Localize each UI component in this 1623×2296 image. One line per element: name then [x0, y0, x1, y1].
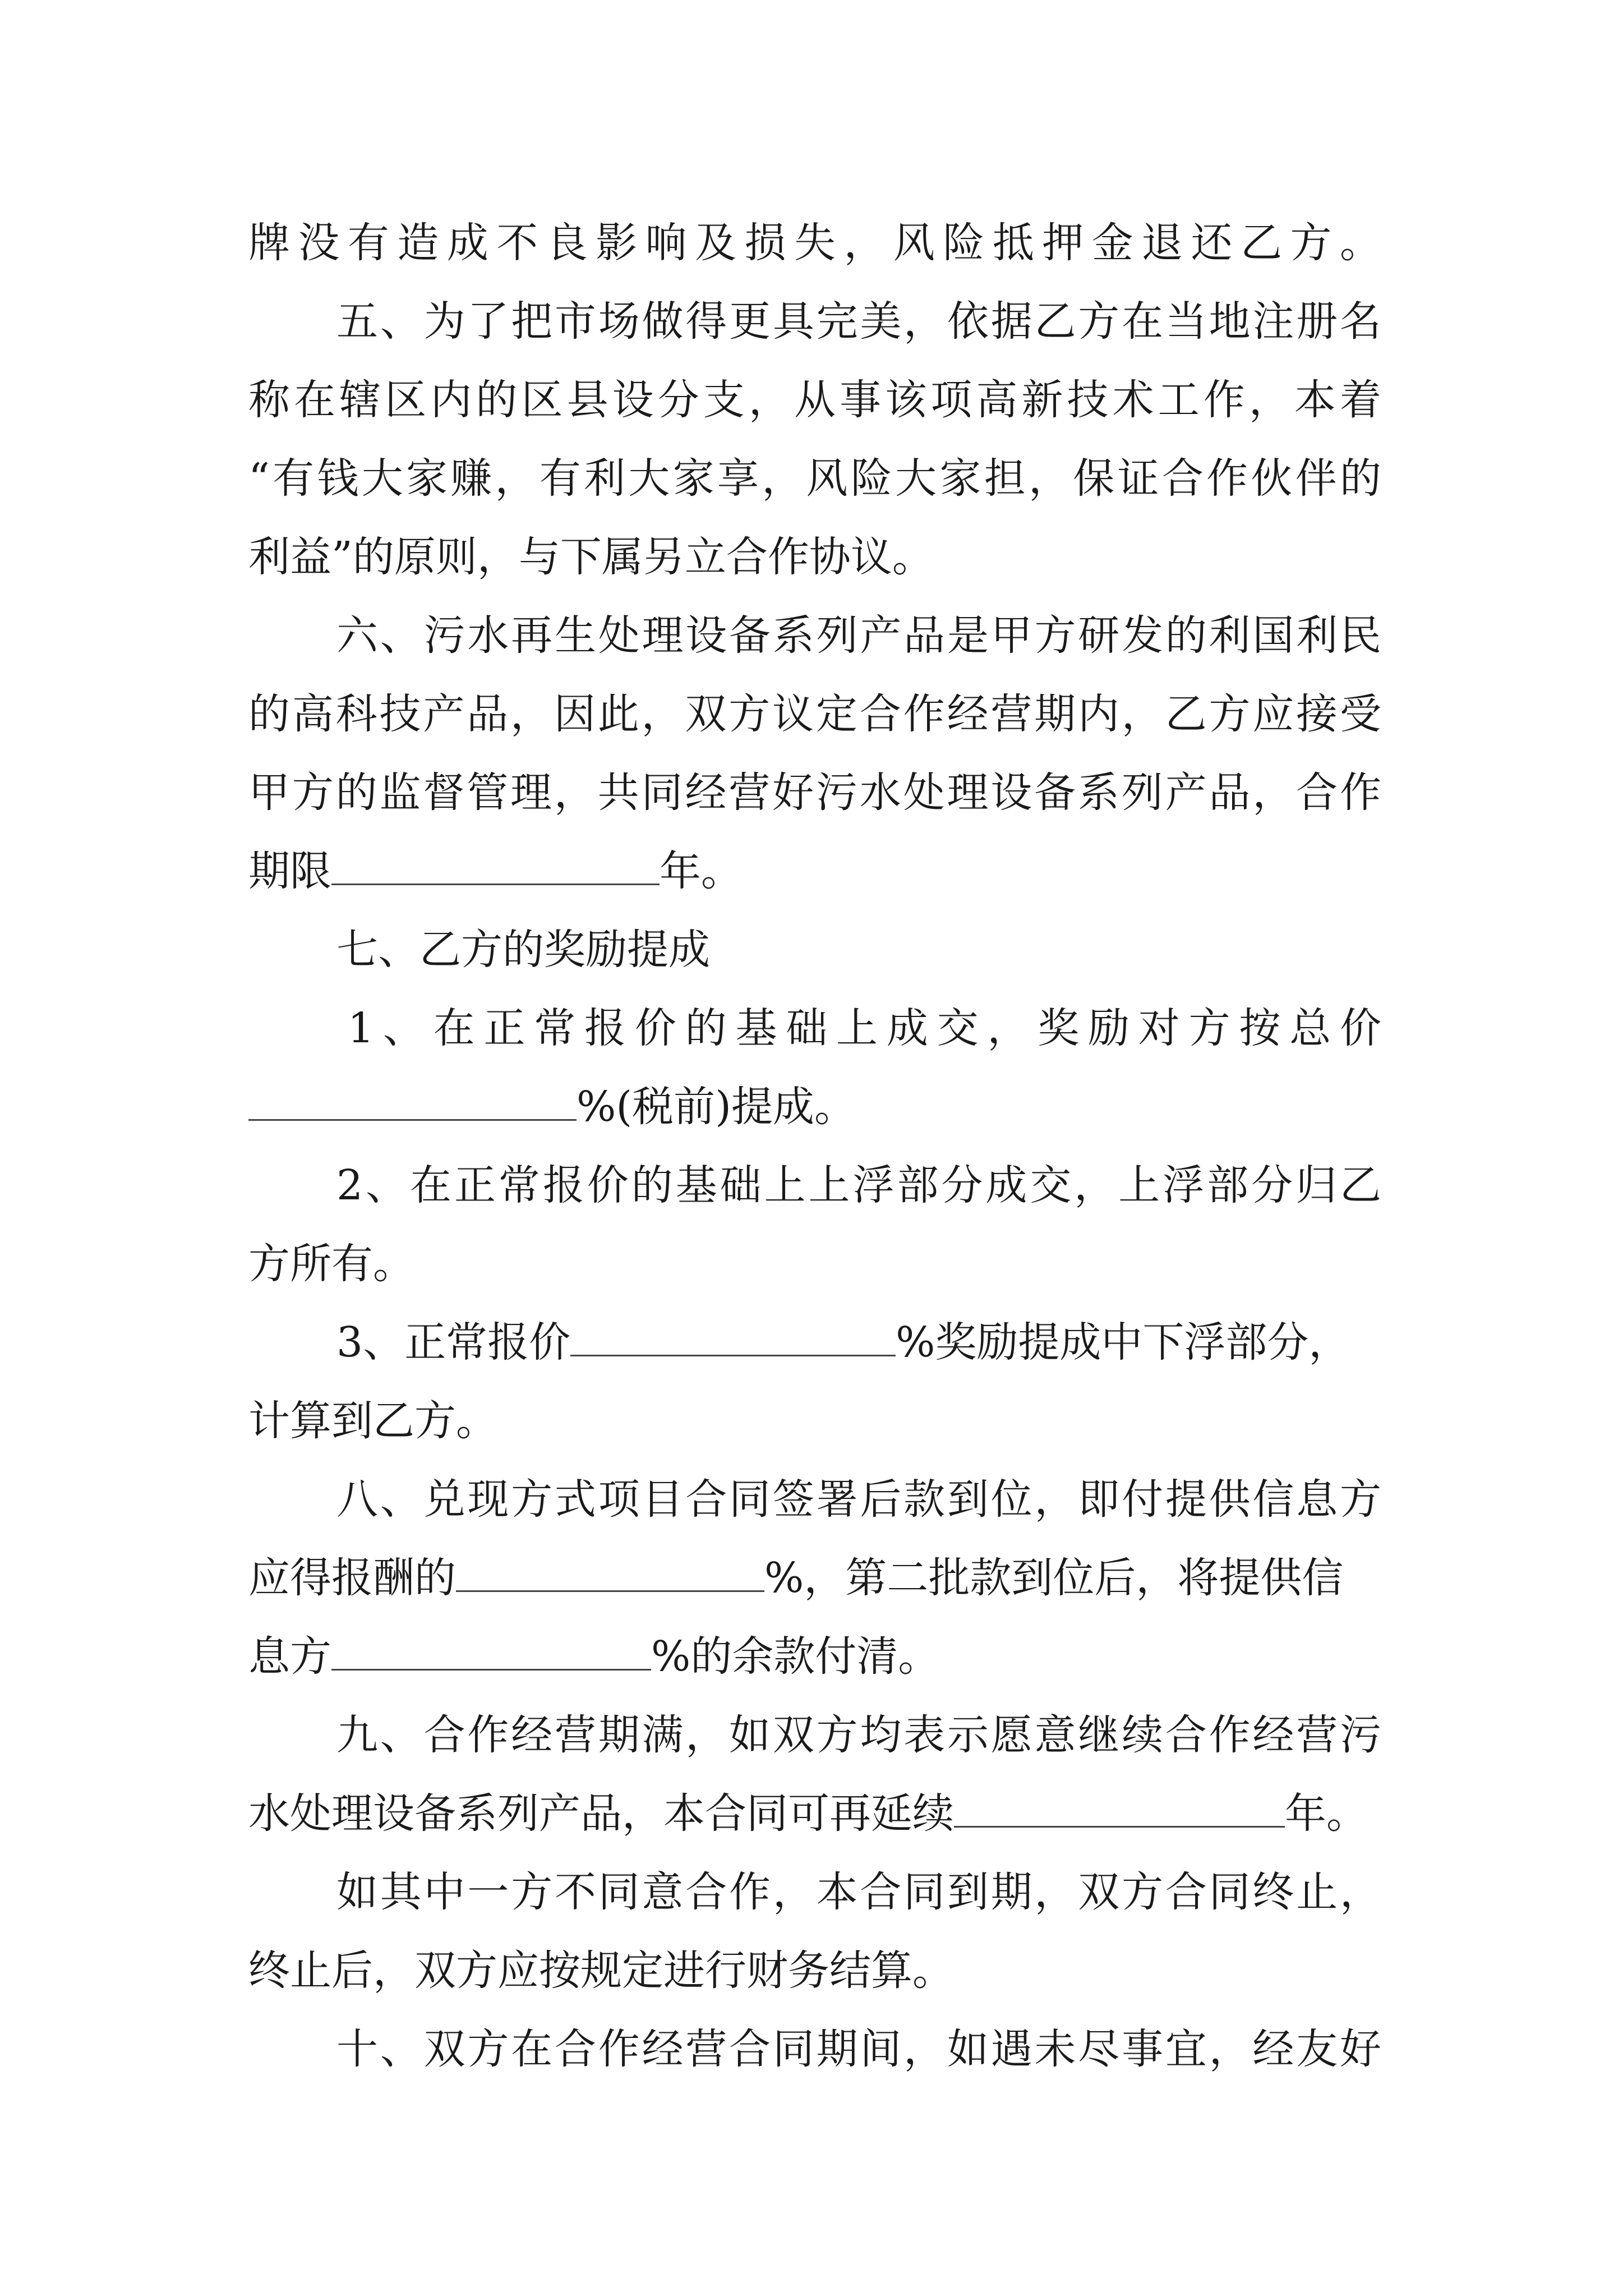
clause-8-line: 八、兑现方式项目合同签署后款到位，即付提供信息方 [336, 1475, 1381, 1524]
text-line [248, 832, 1381, 910]
blank-field [456, 1557, 764, 1592]
clause-10-line: 十、双方在合作经营合同期间，如遇未尽事宜，经友好 [336, 2025, 1381, 2073]
text-line: “有钱大家赚，有利大家享，风险大家担，保证合作伙伴的 [248, 454, 1381, 503]
text-segment: 应得报酬的 [248, 1554, 456, 1602]
text-segment: 3、正常报价 [336, 1318, 571, 1366]
clause-7-heading: 七、乙方的奖励提成 [336, 926, 710, 974]
text-segment: 息方 [248, 1632, 331, 1681]
text-line: 终止后，双方应按规定进行财务结算。 [248, 1947, 954, 1995]
blank-field [570, 1321, 896, 1356]
text-segment: %(税前)提成。 [577, 1083, 856, 1131]
clause-5-line: 五、为了把市场做得更具完美，依据乙方在当地注册名 [336, 297, 1381, 346]
text-line: 如其中一方不同意合作，本合同到期，双方合同终止， [336, 1868, 1381, 1916]
text-line: 计算到乙方。 [248, 1397, 497, 1445]
text-line: 利益”的原则，与下属另立合作协议。 [248, 533, 934, 581]
text-line: 2、在正常报价的基础上上浮部分成交，上浮部分归乙 [336, 1161, 1381, 1209]
text-segment: 年。 [660, 847, 743, 895]
text-segment: %奖励提成中下浮部分， [896, 1318, 1350, 1366]
text-line: 的高科技产品，因此，双方议定合作经营期内，乙方应接受 [248, 690, 1381, 738]
text-line [336, 1303, 1381, 1382]
blank-field [248, 1085, 577, 1121]
text-line: 方所有。 [248, 1240, 414, 1288]
text-segment: 期限 [248, 847, 331, 895]
blank-field [331, 1635, 651, 1671]
text-segment: 水处理设备系列产品，本合同可再延续 [248, 1789, 954, 1838]
text-line [248, 1774, 1381, 1853]
blank-field [331, 850, 660, 885]
text-line: 称在辖区内的区县设分支，从事该项高新技术工作，本着 [248, 376, 1381, 424]
clause-6-line: 六、污水再生处理设备系列产品是甲方研发的利国利民 [336, 611, 1381, 660]
text-segment: %，第二批款到位后，将提供信 [764, 1554, 1344, 1602]
text-line [248, 1617, 1381, 1696]
text-line: 甲方的监督管理，共同经营好污水处理设备系列产品，合作 [248, 769, 1381, 817]
text-line: 1、在正常报价的基础上成交，奖励对方按总价 [348, 1004, 1381, 1052]
text-line [248, 1539, 1381, 1617]
text-segment: %的余款付清。 [651, 1632, 940, 1681]
clause-9-line: 九、合作经营期满，如双方均表示愿意继续合作经营污 [336, 1711, 1381, 1759]
text-segment: 年。 [1285, 1789, 1368, 1838]
text-line [248, 1068, 1381, 1146]
blank-field [954, 1792, 1285, 1828]
text-line: 牌没有造成不良影响及损失，风险抵押金退还乙方。 [248, 219, 1381, 267]
